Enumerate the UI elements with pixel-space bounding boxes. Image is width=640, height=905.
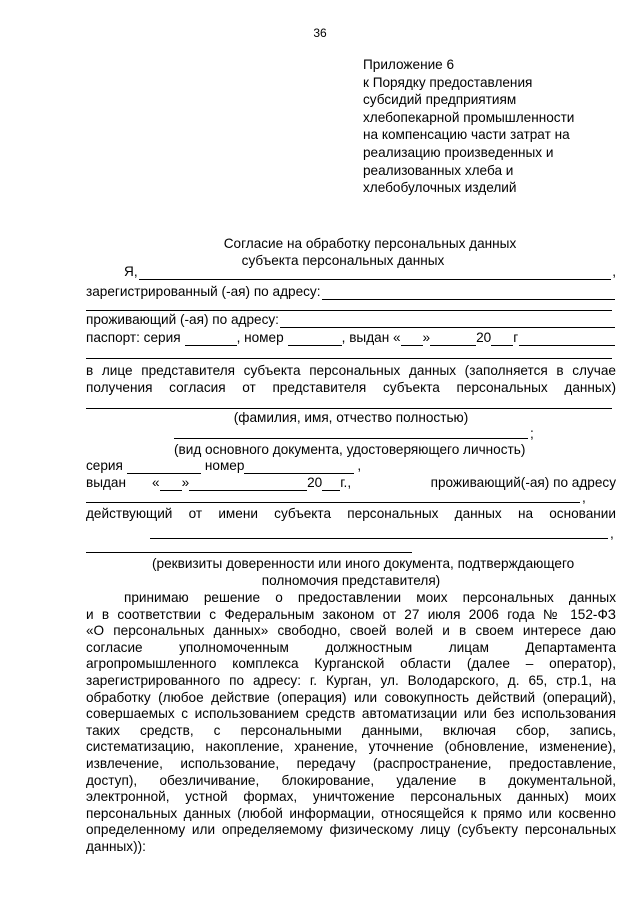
- paragraph-line: персональных данных (любой информации, относящейся к прямо или косвенно: [86, 805, 616, 821]
- paragraph-line: систематизацию, накопление, хранение, уточнение (обновление, изменение),: [86, 739, 616, 755]
- appendix-header: [363, 56, 623, 197]
- year-suffix: г.,: [340, 475, 352, 490]
- document-caption: (вид основного документа, удостоверяющего личность): [174, 442, 526, 457]
- rep-issued-day-blank[interactable]: [160, 478, 182, 491]
- document-subtitle: субъекта персональных данных: [241, 253, 445, 268]
- paragraph-line: зарегистрированного по адресу: г. Курган, ул. Володарского, д. 65, стр.1, на: [86, 672, 616, 688]
- paragraph-line: таких средств, с персональными данными, включая сбор, запись,: [86, 722, 616, 738]
- registered-address-blank[interactable]: [322, 287, 615, 300]
- paragraph-line: данных)):: [86, 838, 146, 854]
- paragraph-line: «О персональных данных» свободно, своей волей и в своем интересе даю: [86, 623, 616, 639]
- issued-label-2: выдан: [86, 475, 126, 490]
- appendix-line: к Порядку предоставления: [363, 74, 533, 90]
- issued-year-blank[interactable]: [491, 333, 513, 346]
- issued-by-blank[interactable]: [519, 333, 615, 346]
- issued-month-blank[interactable]: [430, 333, 476, 346]
- address-continuation-rule: [86, 310, 612, 311]
- proxy-caption-2: полномочия представителя): [261, 573, 441, 588]
- passport-line: [86, 330, 616, 346]
- name-line: [124, 264, 616, 280]
- comma: ,: [357, 458, 362, 473]
- quote: »: [422, 330, 431, 345]
- paragraph-line: определенному или определяемому физическому лицу (субъекту персональных: [86, 822, 616, 838]
- representative-line-2: получения согласия от представителя субъекта персональных данных): [86, 380, 616, 395]
- semicolon: ;: [530, 426, 534, 441]
- rep-series-line: [86, 458, 386, 474]
- year-prefix: 20: [476, 330, 492, 345]
- rep-address-rule: [86, 502, 580, 503]
- acting-line: действующий от имени субъекта персональных данных на основании: [86, 506, 616, 521]
- page-number: 36: [313, 26, 327, 40]
- paragraph-line: принимаю решение о предоставлении моих персональных данных: [124, 590, 616, 605]
- paragraph-line: доступ), обезличивание, блокирование, удаление в документальной,: [86, 772, 616, 788]
- issued-label: , выдан «: [341, 330, 401, 345]
- consent-paragraph: [86, 590, 616, 856]
- paragraph-line: электронной, устной формах, уничтожение персональных данных) моих: [86, 789, 616, 805]
- living-label: проживающий (-ая) по адресу:: [86, 312, 279, 327]
- living-address-blank[interactable]: [280, 315, 615, 328]
- basis-rule-2: [86, 552, 412, 553]
- rep-issued-month-blank[interactable]: [189, 478, 307, 491]
- representative-name-rule: [86, 408, 612, 409]
- series-label: серия: [86, 458, 123, 473]
- paragraph-line: согласие уполномоченным должностным лицам Департамента: [86, 639, 616, 655]
- paragraph-line: обработку (любое действие (операция) или совокупность действий (операций),: [86, 689, 616, 705]
- rep-number-blank[interactable]: [244, 461, 354, 474]
- number-label-2: номер: [204, 458, 245, 473]
- quote: «: [152, 475, 160, 490]
- ya-label: Я,: [124, 264, 138, 279]
- passport-series-blank[interactable]: [185, 333, 237, 346]
- number-label: , номер: [236, 330, 284, 345]
- proxy-caption-1: (реквизиты доверенности или иного документа, подтверждающего: [152, 556, 575, 571]
- paragraph-line: совершаемых с использованием средств автоматизации или без использования: [86, 706, 616, 722]
- appendix-line: хлебобулочных изделий: [363, 180, 517, 196]
- document-type-rule: [174, 438, 528, 439]
- year-prefix: 20: [307, 475, 323, 490]
- fio-caption: (фамилия, имя, отчество полностью): [233, 410, 469, 425]
- passport-number-blank[interactable]: [288, 333, 342, 346]
- registered-line: [86, 284, 616, 300]
- rep-living-label: проживающий(-ая) по адресу: [430, 475, 616, 490]
- comma: ,: [612, 264, 616, 279]
- name-blank[interactable]: [139, 267, 612, 280]
- rep-series-blank[interactable]: [127, 461, 201, 474]
- basis-rule-1: [150, 538, 608, 539]
- appendix-line: субсидий предприятиям: [363, 92, 517, 108]
- appendix-line: реализацию произведенных и: [363, 144, 554, 160]
- representative-line-1: в лице представителя субъекта персональных данных (заполняется в случае: [86, 363, 616, 378]
- comma: ,: [610, 526, 614, 541]
- issued-day-blank[interactable]: [401, 333, 423, 346]
- appendix-line: на компенсацию части затрат на: [363, 127, 570, 143]
- comma: ,: [582, 490, 586, 505]
- living-line: [86, 312, 616, 328]
- passport-continuation-rule: [86, 358, 612, 359]
- registered-label: зарегистрированный (-ая) по адресу:: [86, 284, 321, 299]
- year-suffix: г: [513, 330, 519, 345]
- rep-issued-year-blank[interactable]: [322, 478, 340, 491]
- appendix-line: хлебопекарной промышленности: [363, 109, 575, 125]
- appendix-line: реализованных хлеба и: [363, 162, 514, 178]
- rep-issued-line: [86, 475, 616, 491]
- quote: »: [181, 475, 190, 490]
- document-title: Согласие на обработку персональных данных: [223, 236, 517, 251]
- paragraph-line: агропромышленного комплекса Курганской области (далее – оператор),: [86, 656, 616, 672]
- paragraph-line: извлечение, использование, передачу (распространение, предоставление,: [86, 755, 616, 771]
- appendix-line: Приложение 6: [363, 57, 455, 72]
- paragraph-line: и в соответствии с Федеральным законом от 27 июля 2006 года № 152-ФЗ: [86, 606, 616, 622]
- passport-label: паспорт: серия: [86, 330, 181, 345]
